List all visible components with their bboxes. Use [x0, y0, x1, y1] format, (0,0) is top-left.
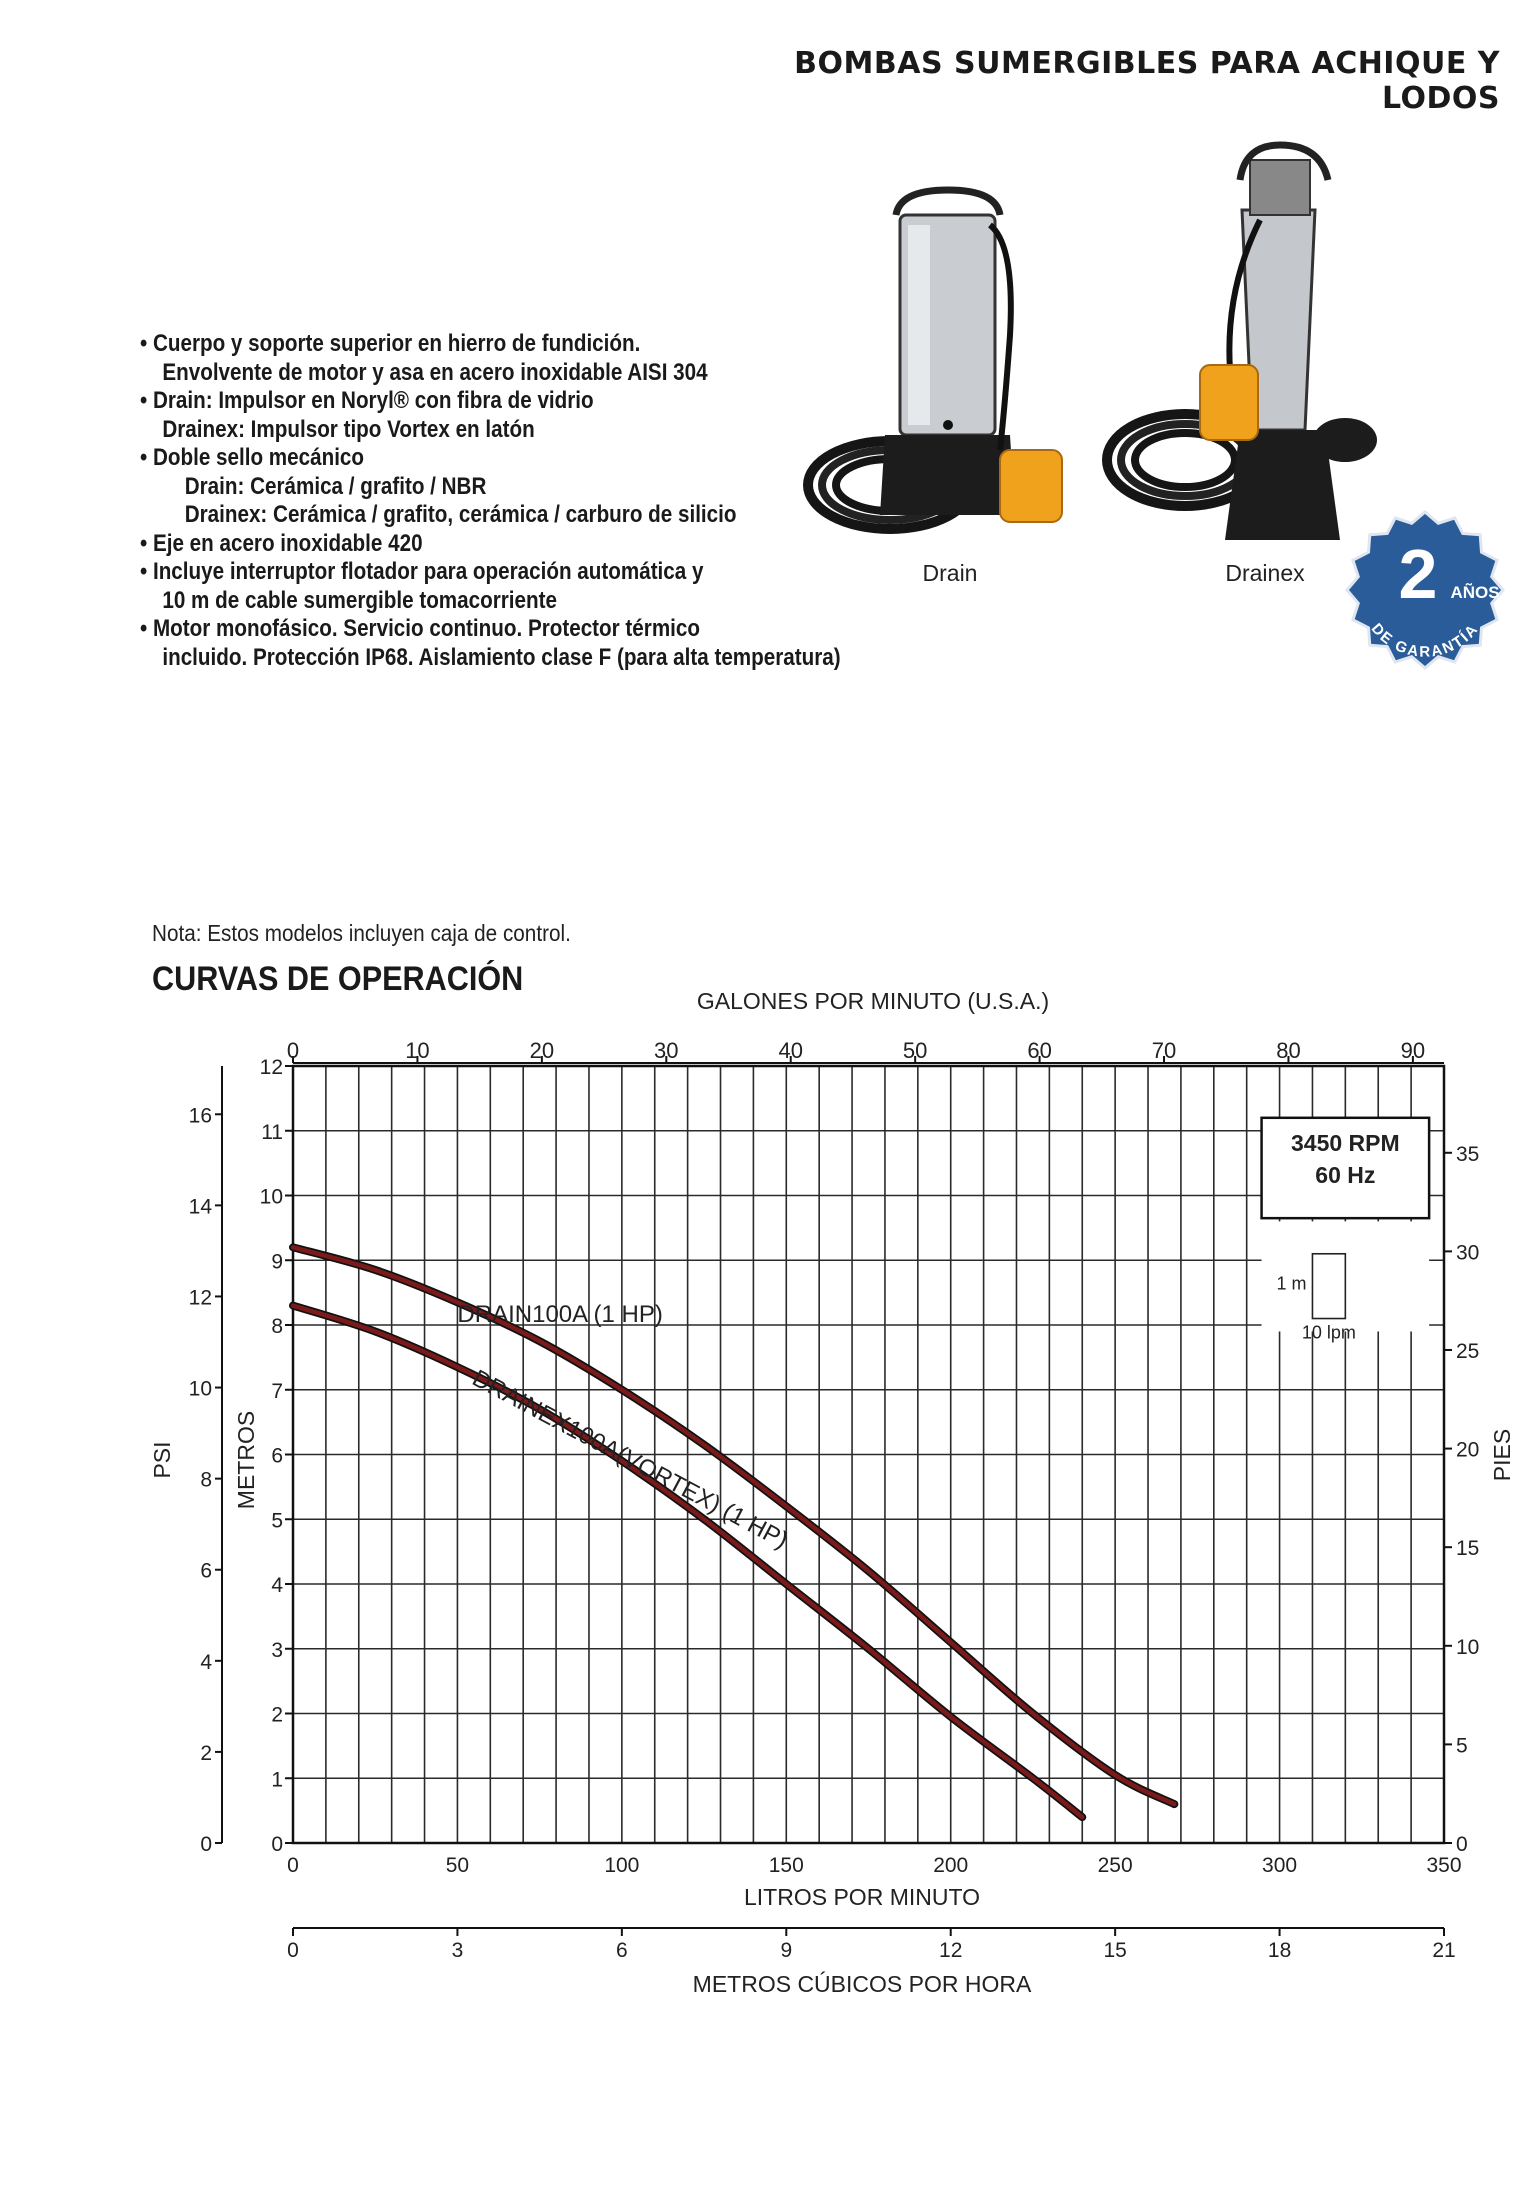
feature-item: Drain: Cerámica / grafito / NBR — [184, 472, 487, 500]
badge-years: AÑOS — [1450, 583, 1500, 602]
m3h-axis-tick-label: 9 — [780, 1939, 793, 1962]
hz-label: 60 Hz — [1315, 1161, 1376, 1188]
drain-caption: Drain — [922, 560, 978, 586]
feature-item: • Motor monofásico. Servicio continuo. Protector térmico — [140, 615, 700, 642]
psi-axis-label: PSI — [149, 1441, 175, 1479]
feature-item: Drainex: Impulsor tipo Vortex en latón — [162, 415, 535, 443]
left-axis-tick-label: 11 — [261, 1120, 283, 1144]
feature-item: • Doble sello mecánico — [140, 444, 365, 471]
m3h-axis-tick-label: 21 — [1432, 1939, 1456, 1962]
float-switch — [1200, 365, 1258, 440]
bottom-axis-tick-label: 100 — [604, 1854, 640, 1877]
left-axis-tick-label: 0 — [271, 1833, 283, 1856]
chart-labels — [457, 1118, 1429, 1554]
left-axis-tick-label: 5 — [271, 1509, 283, 1533]
feature-item: Drainex: Cerámica / grafito, cerámica / carburo de silicio — [184, 501, 737, 528]
badge-number: 2 — [1398, 535, 1438, 613]
psi-axis-tick-label: 4 — [200, 1650, 212, 1674]
badge-arc-text: DE GARANTÍA — [1367, 620, 1483, 661]
note-text: Nota: Estos modelos incluyen caja de control. — [152, 920, 571, 946]
handle — [896, 190, 1000, 215]
left-axis-tick-label: 3 — [271, 1638, 283, 1662]
feature-list — [140, 330, 841, 672]
top-axis-tick-label: 40 — [778, 1038, 803, 1063]
m3h-axis-tick-label: 3 — [451, 1939, 464, 1962]
bottom-axis-tick-label: 150 — [768, 1854, 804, 1877]
m3h-axis-tick-label: 6 — [616, 1939, 628, 1962]
bottom-axis-tick-label: 50 — [445, 1854, 470, 1877]
top-axis-tick-label: 30 — [654, 1038, 679, 1063]
feature-item: • Drain: Impulsor en Noryl® con fibra de vidrio — [140, 387, 594, 414]
top-axis-tick-label: 70 — [1151, 1038, 1177, 1063]
m3h-axis-tick-label: 18 — [1267, 1939, 1292, 1962]
feature-item: 10 m de cable sumergible tomacorriente — [162, 586, 557, 614]
top-axis-tick-label: 20 — [529, 1038, 555, 1063]
operation-curves-chart — [0, 960, 1536, 2010]
drainex-caption: Drainex — [1225, 560, 1305, 586]
bottom-axis-tick-label: 250 — [1097, 1854, 1133, 1877]
feature-item: • Eje en acero inoxidable 420 — [140, 529, 423, 557]
series-label-drainex: DRAINEX100A(VORTEX) (1 HP) — [467, 1364, 793, 1555]
psi-axis-tick-label: 14 — [188, 1195, 212, 1219]
page-title: BOMBAS SUMERGIBLES PARA ACHIQUE Y LODOS — [794, 46, 1500, 116]
right-axis-tick-label: 0 — [1456, 1833, 1468, 1856]
feature-item: • Cuerpo y soporte superior en hierro de fundición. — [140, 330, 641, 357]
psi-axis-tick-label: 6 — [200, 1559, 212, 1583]
top-axis-tick-label: 90 — [1400, 1038, 1426, 1063]
right-axis-tick-label: 15 — [1456, 1537, 1480, 1561]
left-axis-tick-label: 9 — [271, 1250, 283, 1274]
feature-item: incluido. Protección IP68. Aislamiento clase F (para alta temperatura) — [162, 643, 841, 671]
right-axis-tick-label: 35 — [1456, 1142, 1480, 1166]
psi-axis-tick-label: 16 — [188, 1104, 212, 1128]
psi-axis-tick-label: 8 — [200, 1468, 212, 1492]
pump-base — [880, 435, 1015, 515]
right-axis-label: PIES — [1489, 1428, 1515, 1482]
feature-item: • Incluye interruptor flotador para operación automática y — [140, 558, 704, 585]
feature-item: Envolvente de motor y asa en acero inoxidable AISI 304 — [162, 358, 708, 386]
top-axis-label: GALONES POR MINUTO (U.S.A.) — [696, 988, 1050, 1014]
left-axis-label: METROS — [233, 1410, 259, 1510]
right-axis-tick-label: 25 — [1456, 1339, 1480, 1363]
left-axis-tick-label: 2 — [271, 1703, 283, 1727]
right-axis-tick-label: 20 — [1456, 1438, 1480, 1462]
top-axis-tick-label: 0 — [286, 1038, 300, 1063]
right-axis-tick-label: 5 — [1456, 1734, 1468, 1758]
float-switch — [1000, 450, 1062, 522]
top-axis-tick-label: 10 — [405, 1038, 430, 1063]
right-axis-tick-label: 10 — [1456, 1635, 1480, 1659]
bottom-axis-tick-label: 300 — [1262, 1854, 1298, 1877]
psi-axis-tick-label: 10 — [188, 1377, 212, 1401]
left-axis-tick-label: 4 — [271, 1574, 283, 1597]
rpm-label: 3450 RPM — [1291, 1129, 1400, 1156]
psi-axis-tick-label: 12 — [188, 1286, 212, 1310]
section-title: CURVAS DE OPERACIÓN — [152, 960, 524, 998]
drainex-pump-image — [1100, 140, 1390, 550]
bottom-axis-label: LITROS POR MINUTO — [744, 1884, 980, 1910]
top-axis-tick-label: 80 — [1276, 1038, 1301, 1063]
psi-axis-tick-label: 2 — [200, 1741, 212, 1765]
left-axis-tick-label: 6 — [271, 1444, 283, 1468]
left-axis-tick-label: 12 — [259, 1056, 283, 1079]
m3h-axis-tick-label: 15 — [1103, 1939, 1127, 1962]
left-axis-tick-label: 1 — [271, 1768, 283, 1792]
psi-axis-tick-label: 0 — [200, 1833, 212, 1856]
top-axis-tick-label: 50 — [902, 1038, 928, 1063]
top-axis-tick-label: 60 — [1027, 1038, 1052, 1063]
warranty-badge — [1330, 510, 1520, 670]
drain-pump-image — [800, 185, 1080, 545]
scale-key-vertical: 1 m — [1276, 1273, 1307, 1294]
left-axis-tick-label: 7 — [271, 1379, 283, 1403]
m3h-axis-label: METROS CÚBICOS POR HORA — [692, 1971, 1032, 1997]
bottom-axis-tick-label: 0 — [287, 1854, 299, 1877]
right-axis-tick-label: 30 — [1456, 1241, 1480, 1265]
left-axis-tick-label: 8 — [271, 1315, 283, 1338]
bottom-axis-tick-label: 200 — [933, 1854, 969, 1877]
left-axis-tick-label: 10 — [259, 1185, 283, 1209]
m3h-axis-tick-label: 12 — [939, 1939, 963, 1962]
bottom-axis-tick-label: 350 — [1426, 1854, 1462, 1877]
scale-key-horizontal: 10 lpm — [1301, 1322, 1356, 1343]
m3h-axis-tick-label: 0 — [287, 1939, 299, 1962]
series-label-drain: DRAIN100A (1 HP) — [457, 1300, 663, 1328]
